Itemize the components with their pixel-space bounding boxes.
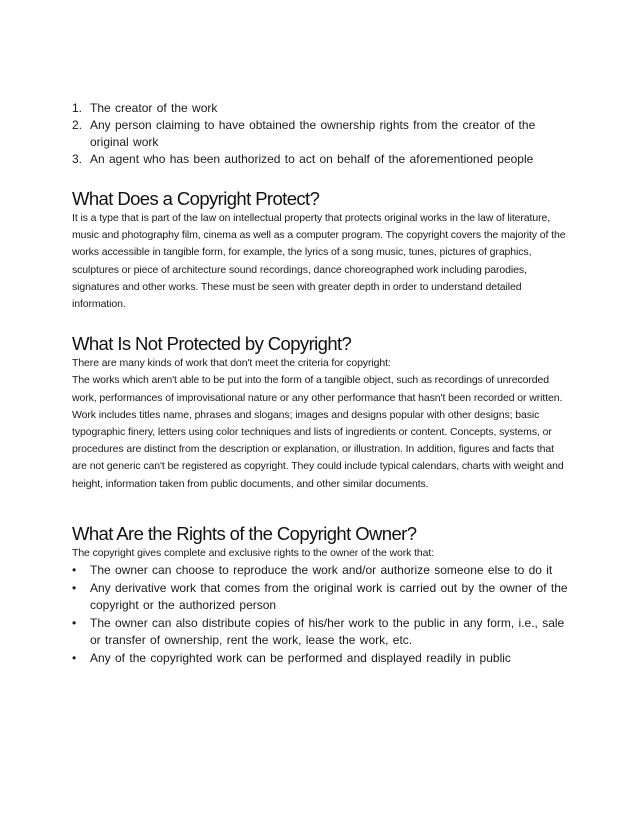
list-item-text: The creator of the work bbox=[90, 101, 218, 115]
bullet-icon: • bbox=[72, 651, 77, 666]
document-body bbox=[72, 100, 568, 668]
rights-bullet-list bbox=[72, 562, 568, 668]
list-item bbox=[72, 151, 568, 168]
paragraph-criteria-intro: There are many kinds of work that don't meet the criteria for copyright: bbox=[72, 357, 391, 370]
list-item bbox=[72, 580, 568, 615]
bullet-icon: • bbox=[72, 563, 77, 578]
owners-numbered-list bbox=[72, 100, 568, 168]
list-item-text: Any of the copyrighted work can be performed and displayed readily in public bbox=[90, 651, 511, 666]
list-item-number: 1. bbox=[72, 101, 83, 115]
list-item bbox=[72, 117, 568, 151]
bullet-icon: • bbox=[72, 615, 77, 630]
heading-not-protected: What Is Not Protected by Copyright? bbox=[72, 333, 352, 355]
bullet-icon: • bbox=[72, 580, 77, 595]
list-item-text: Any person claiming to have obtained the ownership rights from the creator of the original work bbox=[90, 118, 536, 149]
list-item bbox=[72, 562, 568, 580]
heading-what-copyright-protects: What Does a Copyright Protect? bbox=[72, 188, 320, 209]
list-item-number: 2. bbox=[72, 118, 83, 132]
list-item-number: 3. bbox=[72, 152, 83, 166]
list-item-text: Any derivative work that comes from the original work is carried out by the owner of the copyright or the authorized person bbox=[90, 580, 568, 613]
list-item bbox=[72, 100, 568, 117]
list-item bbox=[72, 650, 568, 668]
heading-owner-rights: What Are the Rights of the Copyright Owner? bbox=[72, 522, 417, 544]
paragraph-copyright-protects: It is a type that is part of the law on intellectual property that protects original works in the law of literature, music and photography film, cinema as well as a computer program. The copyright covers the majority of the works accessible in tangible form, for example, the lyrics of a song music, tunes, pictures of graphics, sculptures or piece of architecture sound recordings, dance choreographed work including parodies, signatures and other works. These must be seen with greater depth in order to understand detailed information. bbox=[72, 212, 566, 311]
paragraph-rights-intro: The copyright gives complete and exclusive rights to the owner of the work that: bbox=[72, 546, 435, 559]
paragraph-not-protected-works: The works which aren't able to be put into the form of a tangible object, such as recordings of unrecorded work, performances of improvisational nature or any other performance that hasn't been recorded or written. Work includes titles name, phrases and slogans; images and designs popular with other designs; basic typographic finery, letters using color techniques and lists of ingredients or content. Concepts, systems, or procedures are distinct from the description or explanation, or illustration. In addition, figures and facts that are not generic can't be registered as copyright. They could include typical calendars, charts with weight and height, information taken from public documents, and other similar documents. bbox=[72, 374, 564, 490]
list-item bbox=[72, 615, 568, 650]
list-item-text: The owner can also distribute copies of his/her work to the public in any form, i.e., sale or transfer of ownership, rent the work, lease the work, etc. bbox=[90, 615, 565, 648]
list-item-text: An agent who has been authorized to act on behalf of the aforementioned people bbox=[90, 152, 534, 166]
list-item-text: The owner can choose to reproduce the work and/or authorize someone else to do it bbox=[90, 563, 553, 578]
